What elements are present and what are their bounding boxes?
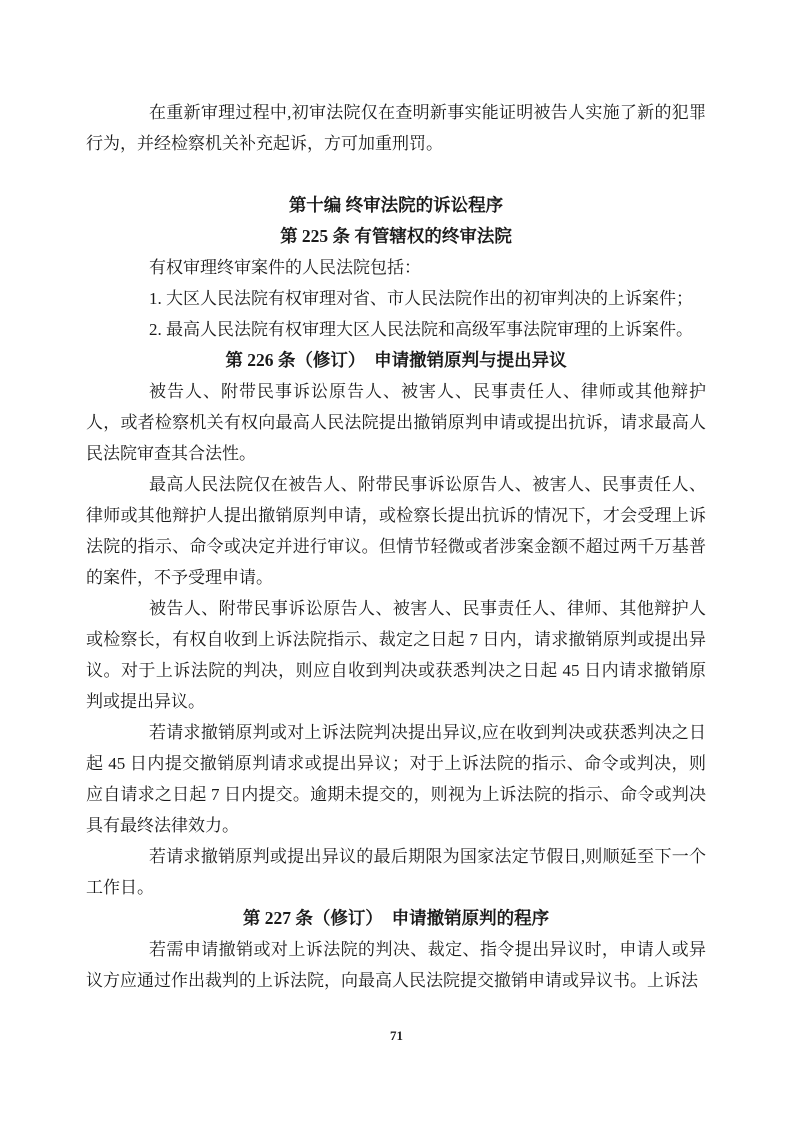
body-paragraph: 在重新审理过程中,初审法院仅在查明新事实能证明被告人实施了新的犯罪行为，并经检察机关补充起诉，方可加重刑罚。 (86, 103, 706, 153)
body-paragraph: 有权审理终审案件的人民法院包括： (149, 258, 421, 277)
page-footer (0, 1028, 793, 1044)
body-paragraph: 若请求撤销原判或提出异议的最后期限为国家法定节假日,则顺延至下一个工作日。 (86, 847, 706, 897)
section-heading: 第 225 条 有管辖权的终审法院 (280, 226, 512, 246)
document-body (86, 97, 706, 996)
section-heading: 第十编 终审法院的诉讼程序 (288, 195, 504, 215)
body-paragraph: 若需申请撤销或对上诉法院的判决、裁定、指令提出异议时，申请人或异议方应通过作出裁判的上诉法院，向最高人民法院提交撤销申请或异议书。上诉法 (86, 940, 706, 990)
body-paragraph: 最高人民法院仅在被告人、附带民事诉讼原告人、被害人、民事责任人、律师或其他辩护人提出撤销原判申请，或检察长提出抗诉的情况下，才会受理上诉法院的指示、命令或决定并进行审议。但情节轻微或者涉案金额不超过两千万基普的案件，不予受理申请。 (86, 475, 706, 587)
body-paragraph: 2. 最高人民法院有权审理大区人民法院和高级军事法院审理的上诉案件。 (149, 320, 693, 339)
body-paragraph: 1. 大区人民法院有权审理对省、市人民法院作出的初审判决的上诉案件； (149, 289, 693, 308)
body-paragraph: 被告人、附带民事诉讼原告人、被害人、民事责任人、律师、其他辩护人或检察长，有权自收到上诉法院指示、裁定之日起 7 日内，请求撤销原判或提出异议。对于上诉法院的判决，则应自收到判决或获悉判决之日起 45 日内请求撤销原判或提出异议。 (86, 599, 706, 711)
section-heading: 第 227 条（修订） 申请撤销原判的程序 (242, 908, 550, 928)
body-paragraph: 若请求撤销原判或对上诉法院判决提出异议,应在收到判决或获悉判决之日起 45 日内提交撤销原判请求或提出异议；对于上诉法院的指示、命令或判决，则应自请求之日起 7 日内提交。逾期未提交的，则视为上诉法院的指示、命令或判决具有最终法律效力。 (86, 723, 706, 835)
page-number: 71 (390, 1028, 403, 1043)
body-paragraph: 被告人、附带民事诉讼原告人、被害人、民事责任人、律师或其他辩护人，或者检察机关有权向最高人民法院提出撤销原判申请或提出抗诉，请求最高人民法院审查其合法性。 (86, 382, 706, 463)
section-heading: 第 226 条（修订） 申请撤销原判与提出异议 (225, 350, 567, 370)
